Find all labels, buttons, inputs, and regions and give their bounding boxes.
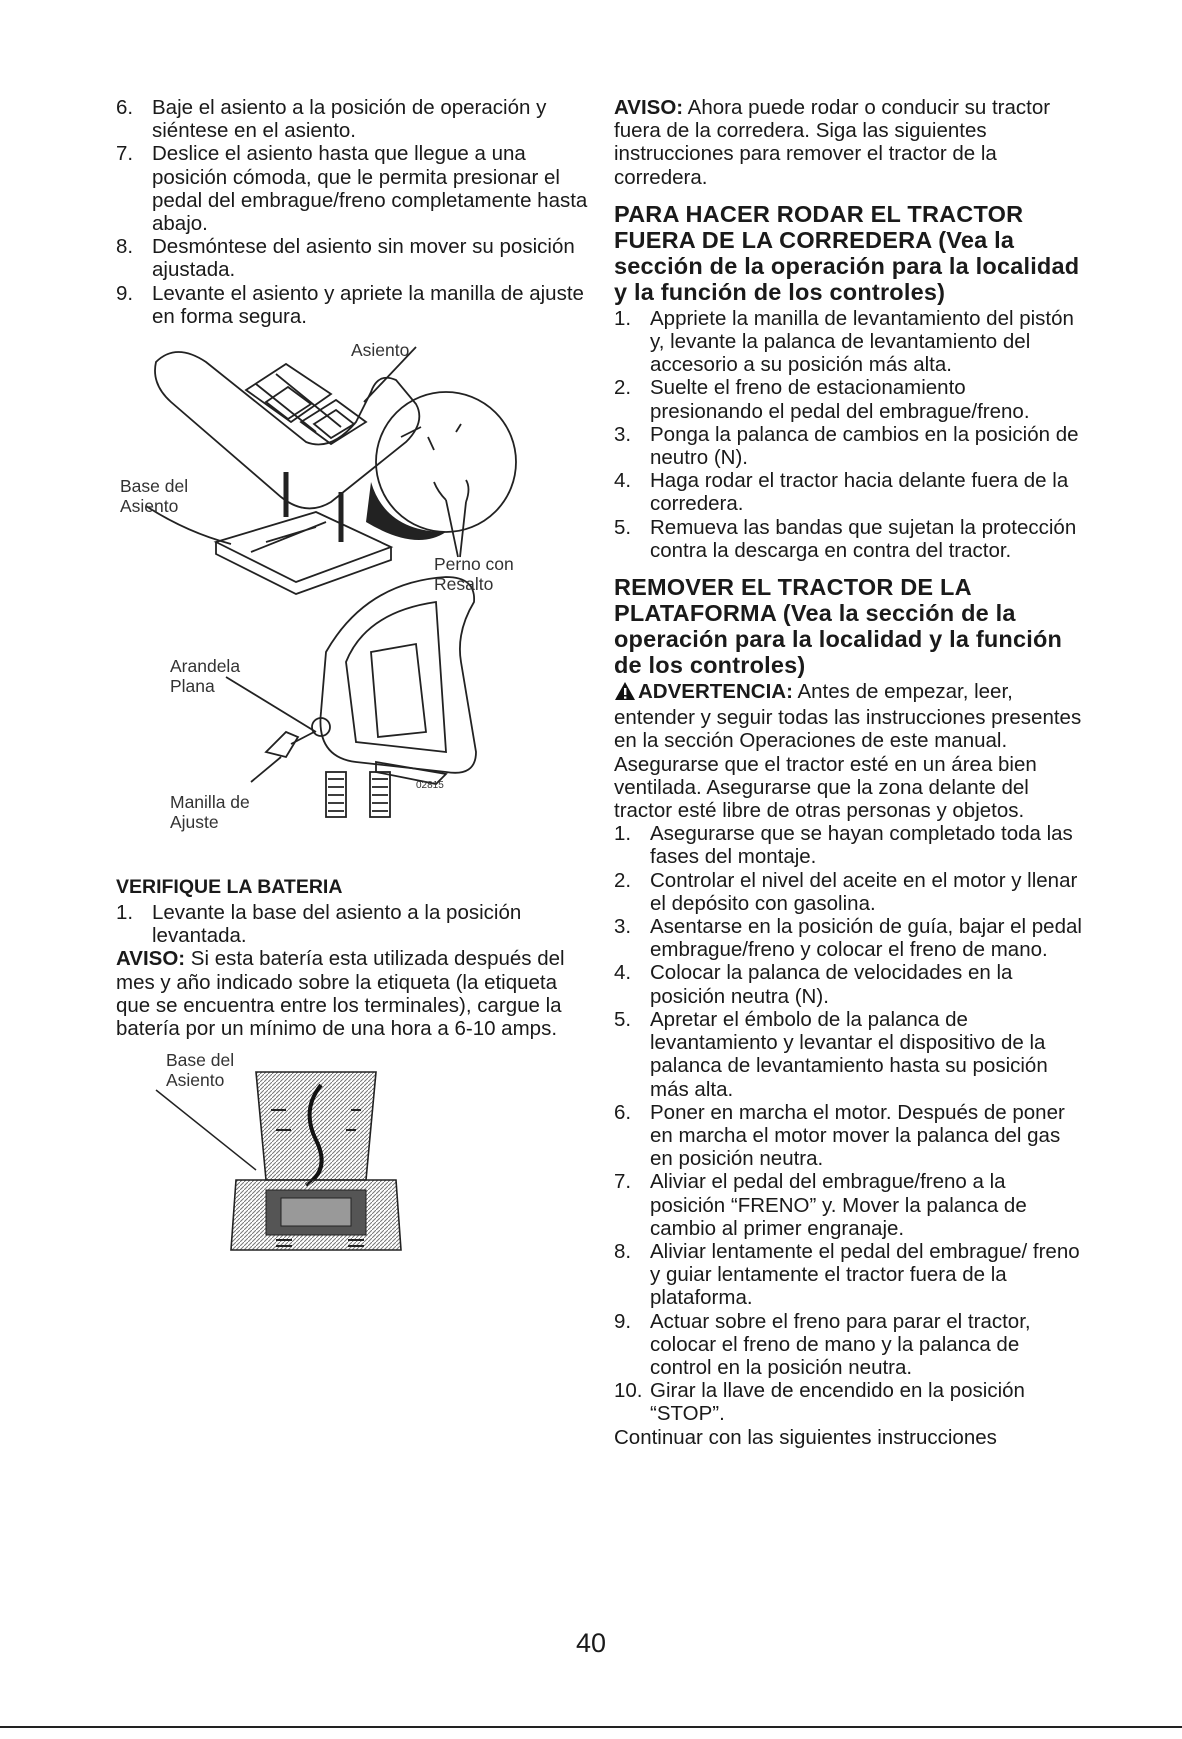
- seat-assembly-figure: [116, 332, 586, 868]
- step-number: 8.: [116, 235, 134, 259]
- remove-platform-steps-list: [614, 822, 1084, 1425]
- step-number: 5.: [614, 515, 632, 539]
- step-number: 6.: [116, 96, 134, 119]
- step-text: Ponga la palanca de cambios en la posición de neutro (N).: [650, 422, 1079, 470]
- list-item: [614, 307, 1084, 377]
- step-text: Controlar el nivel del aceite en el motor y llenar el depósito con gasolina.: [650, 868, 1078, 915]
- list-item: [614, 423, 1084, 469]
- battery-base-label-line2: Asiento: [166, 1070, 225, 1091]
- step-number: 2.: [614, 868, 632, 892]
- seat-base-label-line1: Base del: [120, 476, 189, 497]
- step-text: Haga rodar el tractor hacia delante fuera de la corredera.: [650, 469, 1069, 516]
- step-text: Asentarse en la posición de guía, bajar el pedal embrague/freno y colocar el freno de mano.: [650, 915, 1082, 962]
- step-text: Desmóntese del asiento sin mover su posición ajustada.: [152, 235, 575, 282]
- battery-heading: VERIFIQUE LA BATERIA: [116, 876, 343, 899]
- list-item: [614, 1240, 1084, 1310]
- list-item: [116, 282, 596, 328]
- seat-label: Asiento: [351, 340, 410, 361]
- step-number: 5.: [614, 1007, 632, 1031]
- step-text: Appriete la manilla de levantamiento del pistón y, levante la palanca de levantamiento del accesorio a su posición más alta.: [650, 306, 1074, 377]
- section-heading-remove-platform: REMOVER EL TRACTOR DE LA PLATAFORMA (Vea la sección de la operación para la localidad y la función de los controles): [614, 574, 1063, 679]
- warning-paragraph: [614, 680, 1084, 822]
- step-number: 4.: [614, 961, 632, 985]
- warning-icon: [614, 681, 636, 706]
- step-text: Aliviar el pedal del embrague/freno a la posición “FRENO” y. Mover la palanca de cambio al primer engranaje.: [650, 1170, 1027, 1240]
- seat-steps-list: [116, 96, 596, 328]
- adjustment-knob-label-line1: Manilla de: [170, 792, 250, 813]
- list-item: [614, 1008, 1084, 1101]
- step-text: Deslice el asiento hasta que llegue a una posición cómoda, que le permita presionar el pedal del embrague/freno completamente hasta abajo.: [152, 142, 588, 236]
- warning-text: Antes de empezar, leer, entender y seguir todas las instrucciones presentes en la sección Operaciones de este manual. Asegurarse que el tractor esté en un área bien ventilada. Asegurarse que la zona delante del tractor esté libre de otras personas y objetos.: [614, 680, 1082, 823]
- list-item: [614, 869, 1084, 915]
- intro-note: [614, 96, 1084, 189]
- left-column: [116, 96, 596, 1310]
- seat-base-label-line2: Asiento: [120, 496, 179, 517]
- step-text: Baje el asiento a la posición de operación y siéntese en el asiento.: [152, 96, 547, 143]
- step-text: Aliviar lentamente el pedal del embrague/ freno y guiar lentamente el tractor fuera de la plataforma.: [650, 1239, 1080, 1310]
- shoulder-bolt-label-line2: Resalto: [434, 574, 494, 595]
- step-text: Colocar la palanca de velocidades en la posición neutra (N).: [650, 961, 1013, 1008]
- step-number: 9.: [116, 281, 134, 305]
- step-number: 7.: [614, 1170, 632, 1194]
- list-item: [116, 96, 596, 142]
- figure-code: 02815: [416, 780, 444, 792]
- step-number: 4.: [614, 469, 632, 493]
- list-item: [116, 142, 596, 235]
- list-item: [614, 469, 1084, 515]
- list-item: [614, 961, 1084, 1007]
- step-number: 6.: [614, 1100, 632, 1124]
- list-item: [614, 1101, 1084, 1171]
- list-item: [614, 822, 1084, 868]
- step-number: 1.: [614, 306, 632, 330]
- flat-washer-label-line1: Arandela: [170, 656, 241, 677]
- list-item: [116, 235, 596, 281]
- step-text: Girar la llave de encendido en la posición “STOP”.: [650, 1379, 1025, 1426]
- step-text: Remueva las bandas que sujetan la protección contra la descarga en contra del tractor.: [650, 515, 1077, 562]
- step-text: Levante el asiento y apriete la manilla de ajuste en forma segura.: [152, 281, 584, 328]
- note-text: Si esta batería esta utilizada después del mes y año indicado sobre la etiqueta (la etiqueta que se encuentra entre los terminales), cargue la batería por un mínimo de una hora a 6-10 amps.: [116, 947, 565, 1041]
- battery-base-label-line1: Base del: [166, 1050, 235, 1071]
- step-number: 7.: [116, 142, 134, 166]
- battery-steps-list: [116, 901, 596, 947]
- note-label: AVISO:: [116, 947, 186, 971]
- page-number: 40: [575, 1628, 607, 1658]
- step-number: 1.: [614, 822, 632, 846]
- shoulder-bolt-label-line1: Perno con: [434, 554, 514, 575]
- list-item: [614, 915, 1084, 961]
- battery-figure: [116, 1050, 586, 1310]
- step-number: 1.: [116, 901, 134, 925]
- list-item: [614, 1170, 1084, 1240]
- note-text: Ahora puede rodar o conducir su tractor fuera de la corredera. Siga las siguientes instrucciones para remover el tractor de la corredera.: [614, 96, 1051, 189]
- step-text: Actuar sobre el freno para parar el tractor, colocar el freno de mano y la palanca de control en la posición neutra.: [650, 1309, 1031, 1379]
- step-text: Apretar el émbolo de la palanca de levantamiento y levantar el dispositivo de la palanca de levantamiento hasta su posición más alta.: [650, 1007, 1048, 1101]
- flat-washer-label-line2: Plana: [170, 676, 215, 697]
- step-number: 9.: [614, 1309, 632, 1333]
- step-number: 2.: [614, 376, 632, 400]
- step-text: Poner en marcha el motor. Después de poner en marcha el motor mover la palanca del gas en posición neutra.: [650, 1100, 1065, 1171]
- step-number: 8.: [614, 1239, 632, 1263]
- closing-text: Continuar con las siguientes instrucciones: [614, 1425, 997, 1449]
- seat-assembly-illustration: [116, 332, 586, 868]
- step-text: Levante la base del asiento a la posición levantada.: [152, 901, 522, 948]
- battery-note: [116, 947, 596, 1040]
- step-text: Suelte el freno de estacionamiento presionando el pedal del embrague/freno.: [650, 376, 1030, 423]
- section-heading-roll-off: PARA HACER RODAR EL TRACTOR FUERA DE LA CORREDERA (Vea la sección de la operación para la localidad y la función de los controles): [614, 200, 1080, 305]
- list-item: [614, 376, 1084, 422]
- list-item: [614, 1379, 1084, 1425]
- warning-label: ADVERTENCIA:: [638, 680, 793, 704]
- step-number: 10.: [614, 1379, 643, 1403]
- step-text: Asegurarse que se hayan completado toda las fases del montaje.: [650, 822, 1073, 869]
- step-number: 3.: [614, 422, 632, 446]
- list-item: [116, 901, 596, 947]
- bottom-divider: [0, 1726, 1182, 1728]
- step-number: 3.: [614, 915, 632, 939]
- roll-off-steps-list: [614, 307, 1084, 562]
- adjustment-knob-label-line2: Ajuste: [170, 812, 219, 833]
- note-label: AVISO:: [614, 96, 684, 119]
- right-column: [614, 96, 1084, 1449]
- list-item: [614, 516, 1084, 562]
- list-item: [614, 1310, 1084, 1380]
